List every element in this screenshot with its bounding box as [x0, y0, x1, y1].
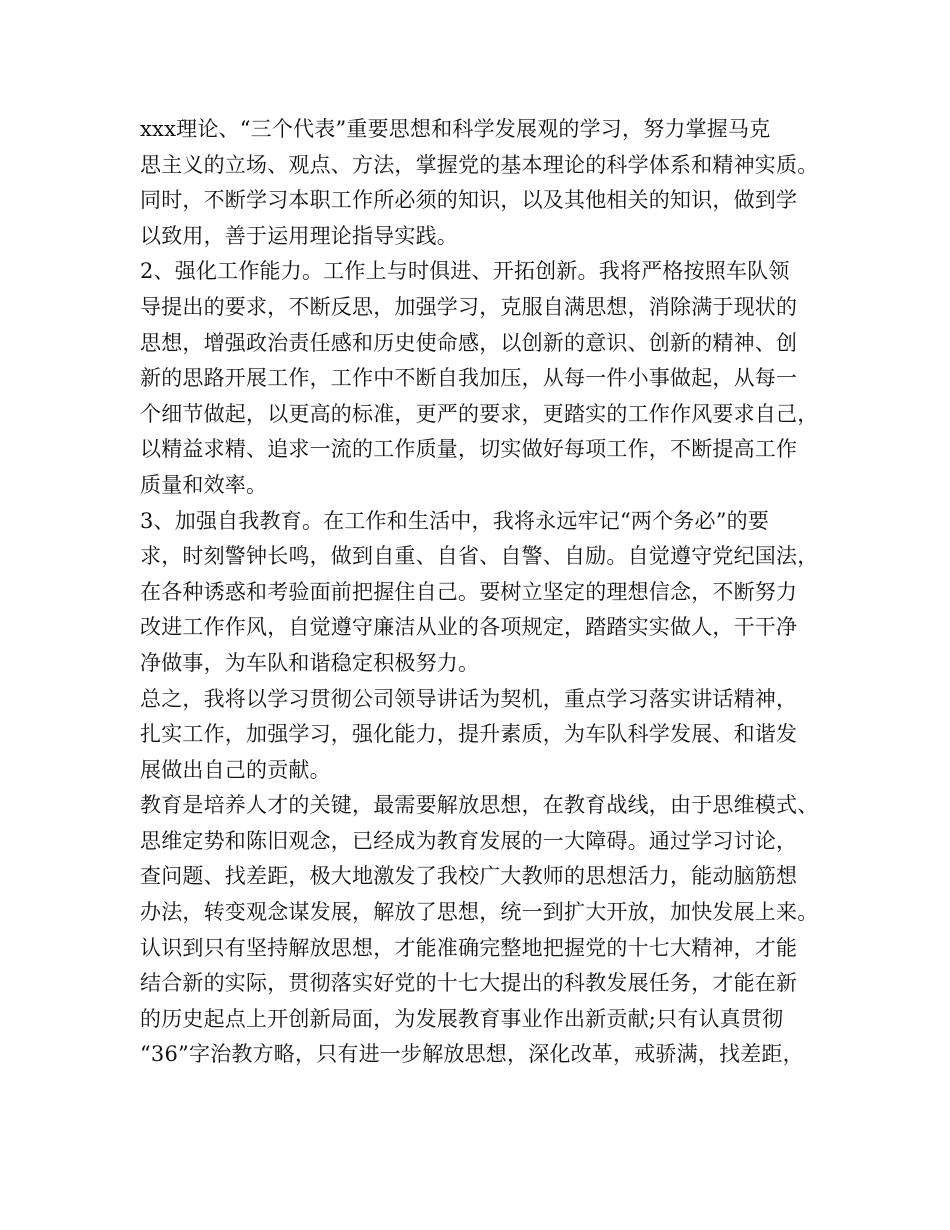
text-line: 质量和效率。 — [140, 472, 268, 497]
text-line: 在各种诱惑和考验面前把握住自己。要树立坚定的理想信念，不断努力 — [140, 579, 798, 604]
text-line: 求，时刻警钟长鸣，做到自重、自省、自警、自励。自觉遵守党纪国法， — [140, 544, 819, 569]
text-line: 展做出自己的贡献。 — [140, 757, 331, 782]
text-line: 结合新的实际，贯彻落实好党的十七大提出的科教发展任务，才能在新 — [140, 971, 798, 996]
text-line: 思维定势和陈旧观念，已经成为教育发展的一大障碍。通过学习讨论， — [140, 828, 798, 853]
text-line: 以精益求精、追求一流的工作质量，切实做好每项工作，不断提高工作 — [140, 437, 798, 462]
text-line: 办法，转变观念谋发展，解放了思想，统一到扩大开放，加快发展上来。 — [140, 900, 819, 925]
text-line: 扎实工作，加强学习，强化能力，提升素质，为车队科学发展、和谐发 — [140, 722, 798, 747]
text-line: 净做事，为车队和谐稳定积极努力。 — [140, 650, 480, 675]
text-line: 新的思路开展工作，工作中不断自我加压，从每一件小事做起，从每一 — [140, 366, 798, 391]
text-line: 思主义的立场、观点、方法，掌握党的基本理论的科学体系和精神实质。 — [140, 152, 819, 177]
body-text — [140, 112, 830, 1073]
text-line: 个细节做起，以更高的标准，更严的要求，更踏实的工作作风要求自己， — [140, 401, 819, 426]
text-line: 总之，我将以学习贯彻公司领导讲话为契机，重点学习落实讲话精神， — [140, 686, 798, 711]
text-line: 认识到只有坚持解放思想，才能准确完整地把握党的十七大精神，才能 — [140, 935, 798, 960]
text-line: “36”字治教方略，只有进一步解放思想，深化改革，戒骄满，找差距， — [140, 1042, 804, 1067]
text-line: 导提出的要求，不断反思，加强学习，克服自满思想，消除满于现状的 — [140, 294, 798, 319]
text-line: 思想，增强政治责任感和历史使命感，以创新的意识、创新的精神、创 — [140, 330, 798, 355]
text-line: 2、强化工作能力。工作上与时俱进、开拓创新。我将严格按照车队领 — [140, 259, 790, 284]
text-line: 同时，不断学习本职工作所必须的知识，以及其他相关的知识，做到学 — [140, 188, 798, 213]
text-line: 以致用，善于运用理论指导实践。 — [140, 223, 458, 248]
text-line: 的历史起点上开创新局面，为发展教育事业作出新贡献;只有认真贯彻 — [140, 1006, 784, 1031]
text-line: 改进工作作风，自觉遵守廉洁从业的各项规定，踏踏实实做人，干干净 — [140, 615, 798, 640]
text-line: 3、加强自我教育。在工作和生活中，我将永远牢记“两个务必”的要 — [140, 508, 770, 533]
text-line: 教育是培养人才的关键，最需要解放思想，在教育战线，由于思维模式、 — [140, 793, 819, 818]
text-line: 查问题、找差距，极大地激发了我校广大教师的思想活力，能动脑筋想 — [140, 864, 798, 889]
text-line: xxx理论、“三个代表”重要思想和科学发展观的学习，努力掌握马克 — [140, 117, 771, 141]
